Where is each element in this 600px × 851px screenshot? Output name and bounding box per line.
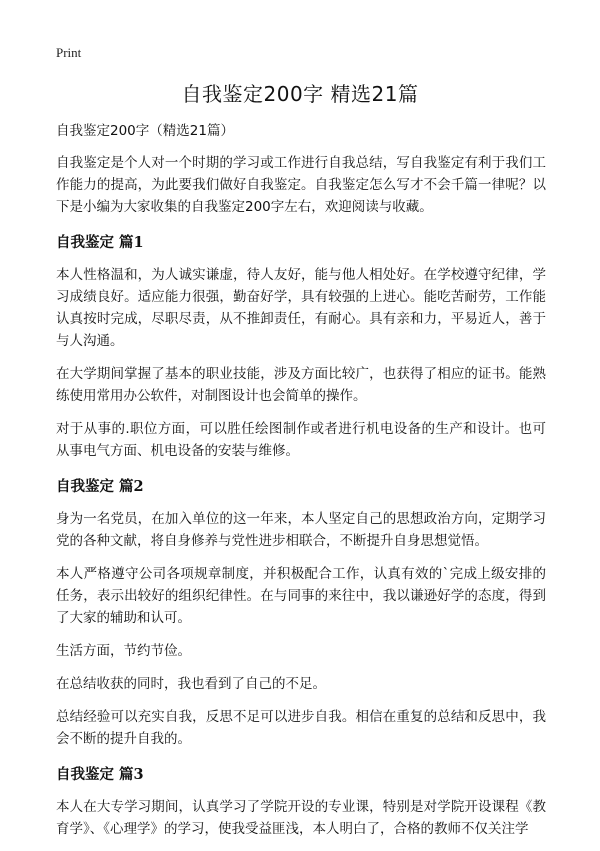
paragraph: 生活方面，节约节俭。 xyxy=(56,643,191,659)
paragraph: 总结经验可以充实自我，反思不足可以进步自我。相信在重复的总结和反思中，我会不断的提升自我的。 xyxy=(56,709,546,747)
section-3 xyxy=(56,764,546,840)
intro-paragraph: 自我鉴定是个人对一个时期的学习或工作进行自我总结，写自我鉴定有利于我们工作能力的提高，为此要我们做好自我鉴定。自我鉴定怎么写才不会千篇一律呢？以下是小编为大家收集的自我鉴定200字左右，欢迎阅读与收藏。 xyxy=(56,155,546,215)
paragraph: 对于从事的.职位方面，可以胜任绘图制作或者进行机电设备的生产和设计。也可从事电气方面、机电设备的安装与维修。 xyxy=(56,421,546,459)
paragraph: 在总结收获的同时，我也看到了自己的不足。 xyxy=(56,676,326,692)
paragraph: 在大学期间掌握了基本的职业技能，涉及方面比较广，也获得了相应的证书。能熟练使用常用办公软件，对制图设计也会简单的操作。 xyxy=(56,366,546,404)
section-heading: 自我鉴定 篇3 xyxy=(56,766,144,783)
section-heading: 自我鉴定 篇1 xyxy=(56,234,144,251)
article-body xyxy=(56,120,546,851)
section-heading: 自我鉴定 篇2 xyxy=(56,478,144,495)
article-subtitle: 自我鉴定200字（精选21篇） xyxy=(56,123,234,139)
paragraph: 本人在大专学习期间，认真学习了学院开设的专业课，特别是对学院开设课程《教育学》、《心理学》的学习，使我受益匪浅，本人明白了，合格的教师不仅关注学 xyxy=(56,799,546,837)
section-2 xyxy=(56,476,546,750)
paragraph: 身为一名党员，在加入单位的这一年来，本人坚定自己的思想政治方向，定期学习党的各种文献，将自身修养与党性进步相联合，不断提升自身思想觉悟。 xyxy=(56,511,546,549)
print-link[interactable]: Print xyxy=(56,45,82,60)
paragraph: 本人严格遵守公司各项规章制度，并积极配合工作，认真有效的`完成上级安排的任务，表示出较好的组织纪律性。在与同事的来往中，我以谦逊好学的态度，得到了大家的辅助和认可。 xyxy=(56,566,546,626)
paragraph: 本人性格温和，为人诚实谦虚，待人友好，能与他人相处好。在学校遵守纪律，学习成绩良好。适应能力很强，勤奋好学，具有较强的上进心。能吃苦耐劳，工作能认真按时完成，尽职尽责，从不推卸责任，有耐心。具有亲和力，平易近人，善于与人沟通。 xyxy=(56,267,546,349)
section-1 xyxy=(56,232,546,462)
page-title: 自我鉴定200字 精选21篇 xyxy=(181,82,419,106)
